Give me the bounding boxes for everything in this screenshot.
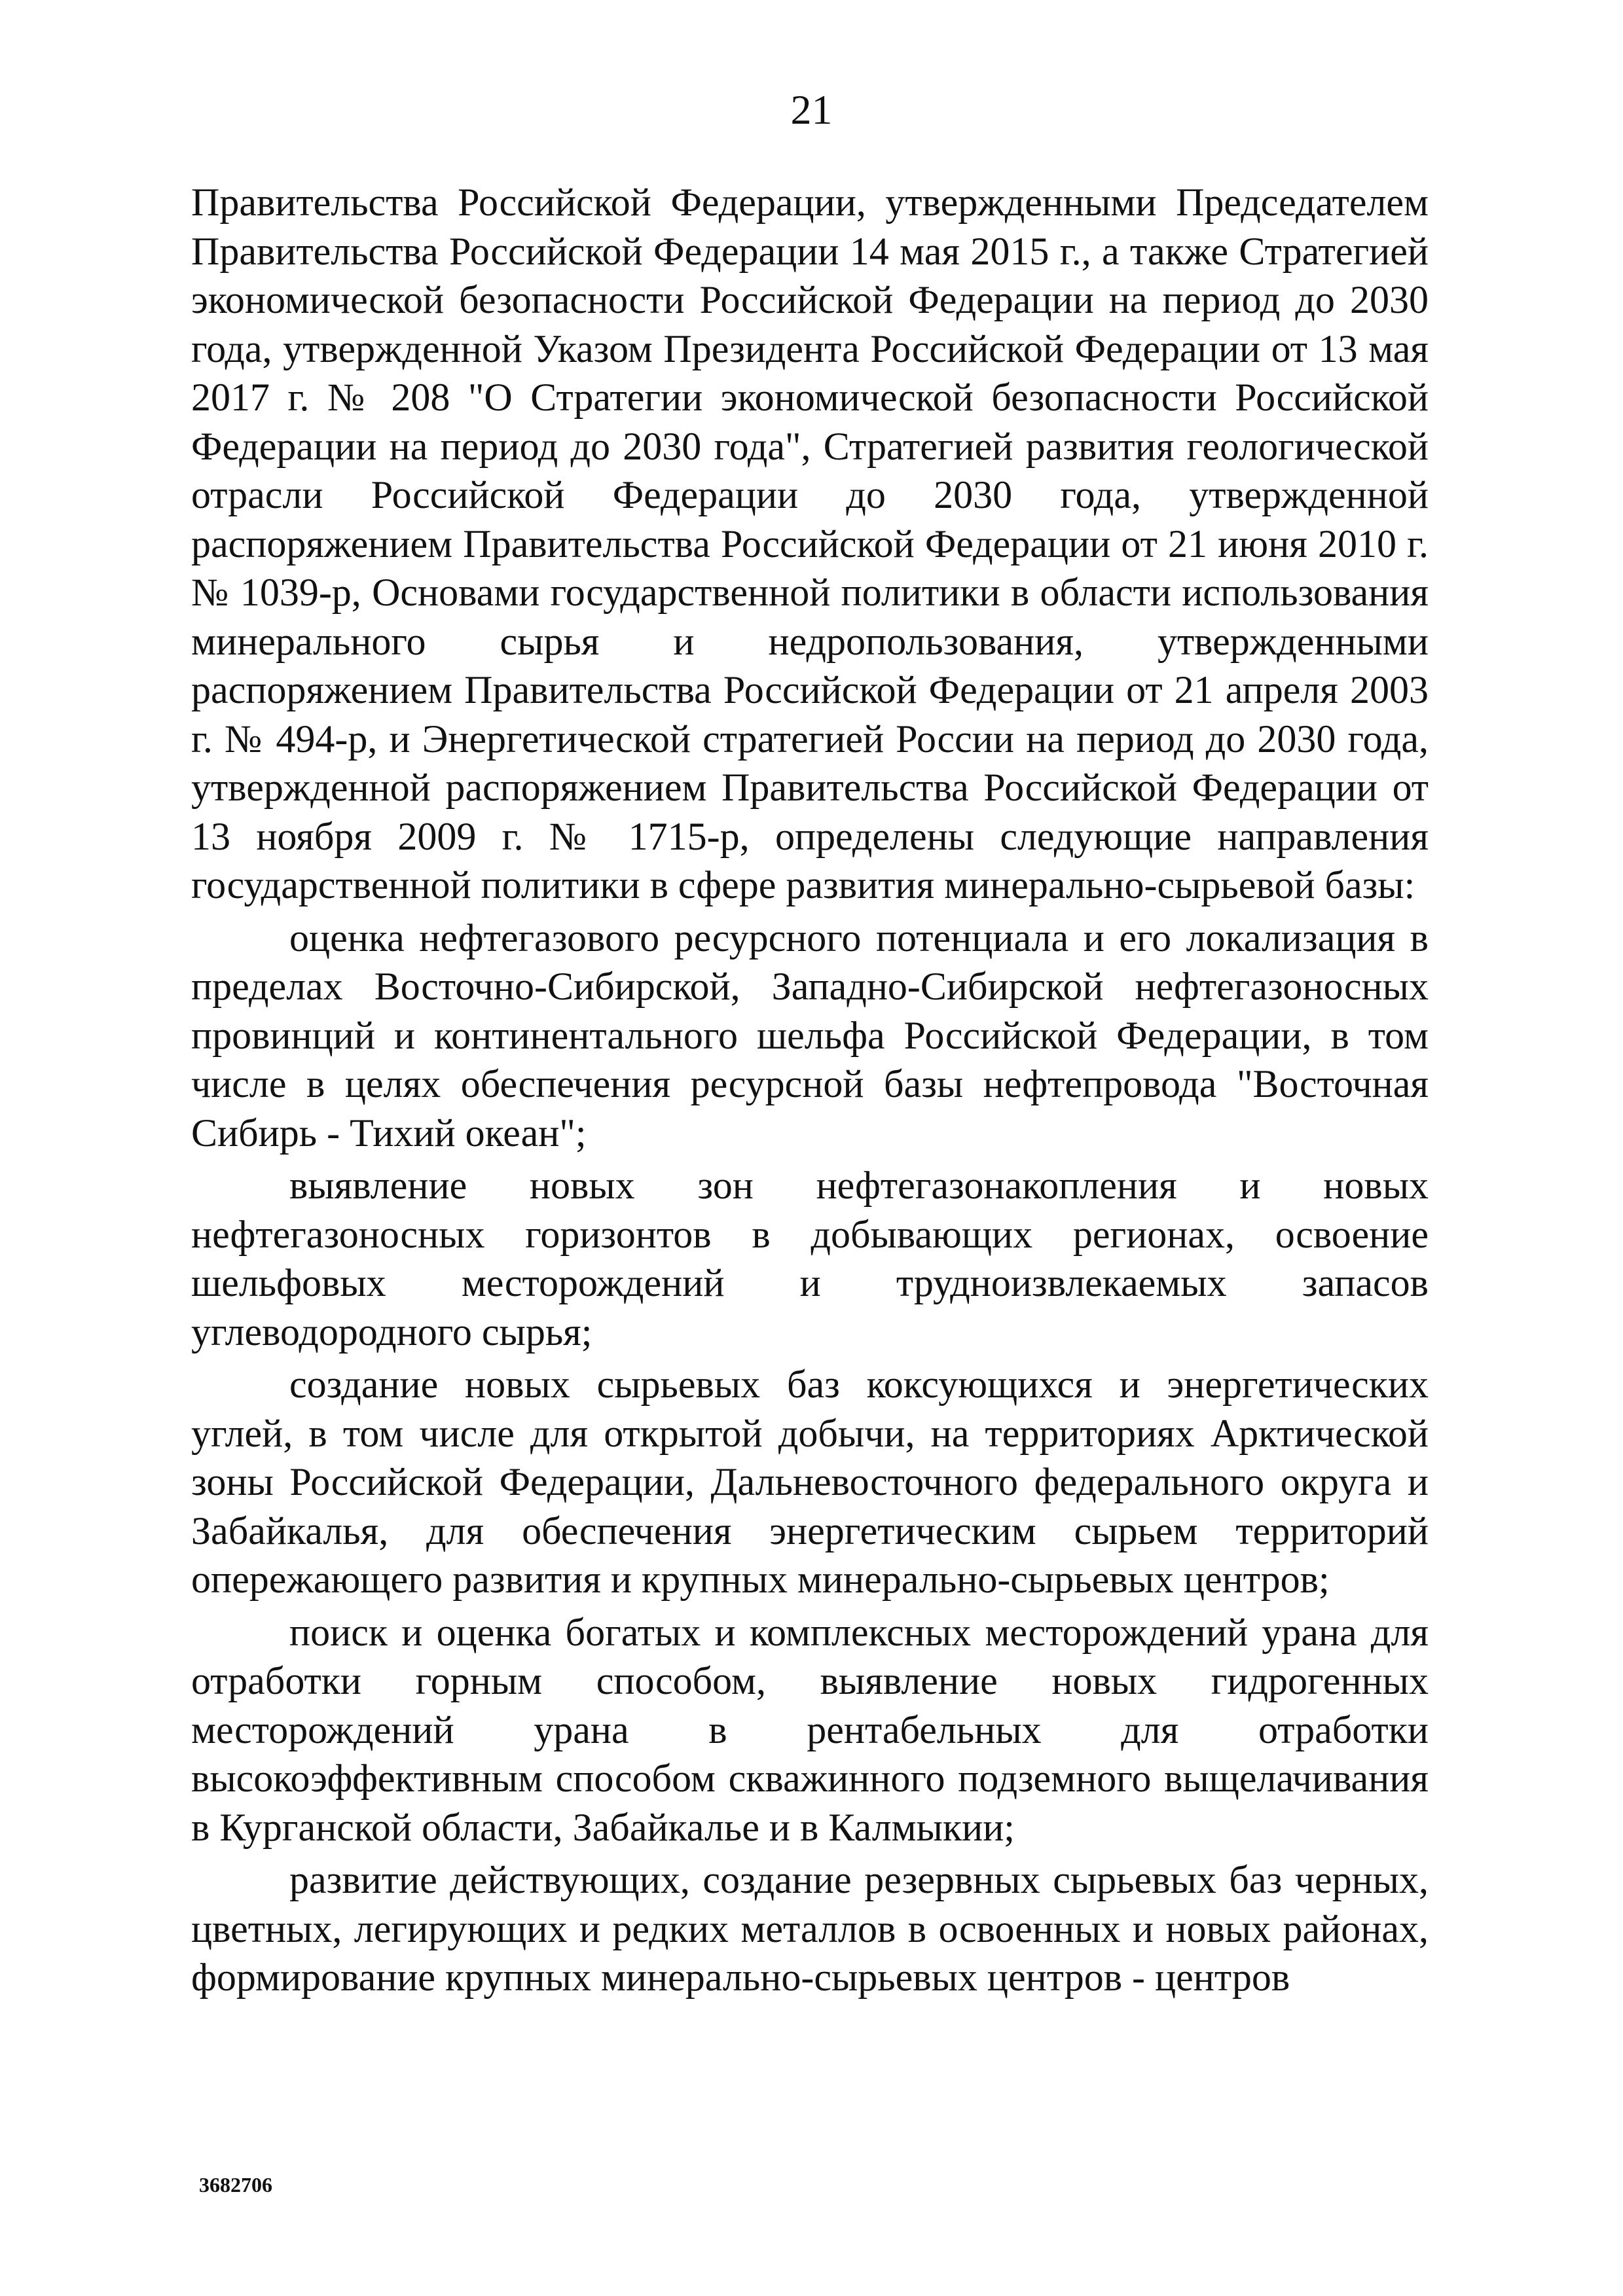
paragraph-item-new-zones: выявление новых зон нефтегазонакопления и новых нефтегазоносных горизонтов в добывающих регионах, освоение шельфовых месторождений и трудноизвлекаемых запасов углеводородного сырья; <box>191 1164 1429 1354</box>
paragraph-intro: Правительства Российской Федерации, утвержденными Председателем Правительства Российской Федерации 14 мая 2015 г., а также Стратегией экономической безопасности Российской Федерации на период до 2030 года, утвержденной Указом Президента Российской Федерации от 13 мая 2017 г. № 208 "О Стратегии экономической безопасности Российской Федерации на период до 2030 года", Стратегией развития геологической отрасли Российской Федерации до 2030 года, утвержденной распоряжением Правительства Российской Федерации от 21 июня 2010 г. № 1039-р, Основами государственной политики в области использования минерального сырья и недропользования, утвержденными распоряжением Правительства Российской Федерации от 21 апреля 2003 г. № 494-р, и Энергетической стратегией России на период до 2030 года, утвержденной распоряжением Правительства Российской Федерации от 13 ноября 2009 г. № 1715-р, определены следующие направления государственной политики в сфере развития минерально-сырьевой базы: <box>191 181 1429 906</box>
paragraph-item-uranium: поиск и оценка богатых и комплексных месторождений урана для отработки горным способом, выявление новых гидрогенных месторождений урана в рентабельных для отработки высокоэффективным способом скважинного подземного выщелачивания в Курганской области, Забайкалье и в Калмыкии; <box>191 1610 1429 1849</box>
paragraph-item-metals: развитие действующих, создание резервных сырьевых баз черных, цветных, легирующих и редких металлов в освоенных и новых районах, формирование крупных минерально-сырьевых центров - центров <box>191 1858 1429 1999</box>
paragraph-item-coal: создание новых сырьевых баз коксующихся и энергетических углей, в том числе для открытой добычи, на территориях Арктической зоны Российской Федерации, Дальневосточного федерального округа и Забайкалья, для обеспечения энергетическим сырьем территорий опережающего развития и крупных минерально-сырьевых центров; <box>191 1363 1429 1601</box>
paragraph-item-oil-gas: оценка нефтегазового ресурсного потенциала и его локализация в пределах Восточно-Сибирской, Западно-Сибирской нефтегазоносных провинций и континентального шельфа Российской Федерации, в том числе в целях обеспечения ресурсной базы нефтепровода "Восточная Сибирь - Тихий океан"; <box>191 916 1429 1155</box>
page-number: 21 <box>790 86 833 133</box>
document-body <box>191 178 1429 2002</box>
document-code: 3682706 <box>199 2173 272 2197</box>
